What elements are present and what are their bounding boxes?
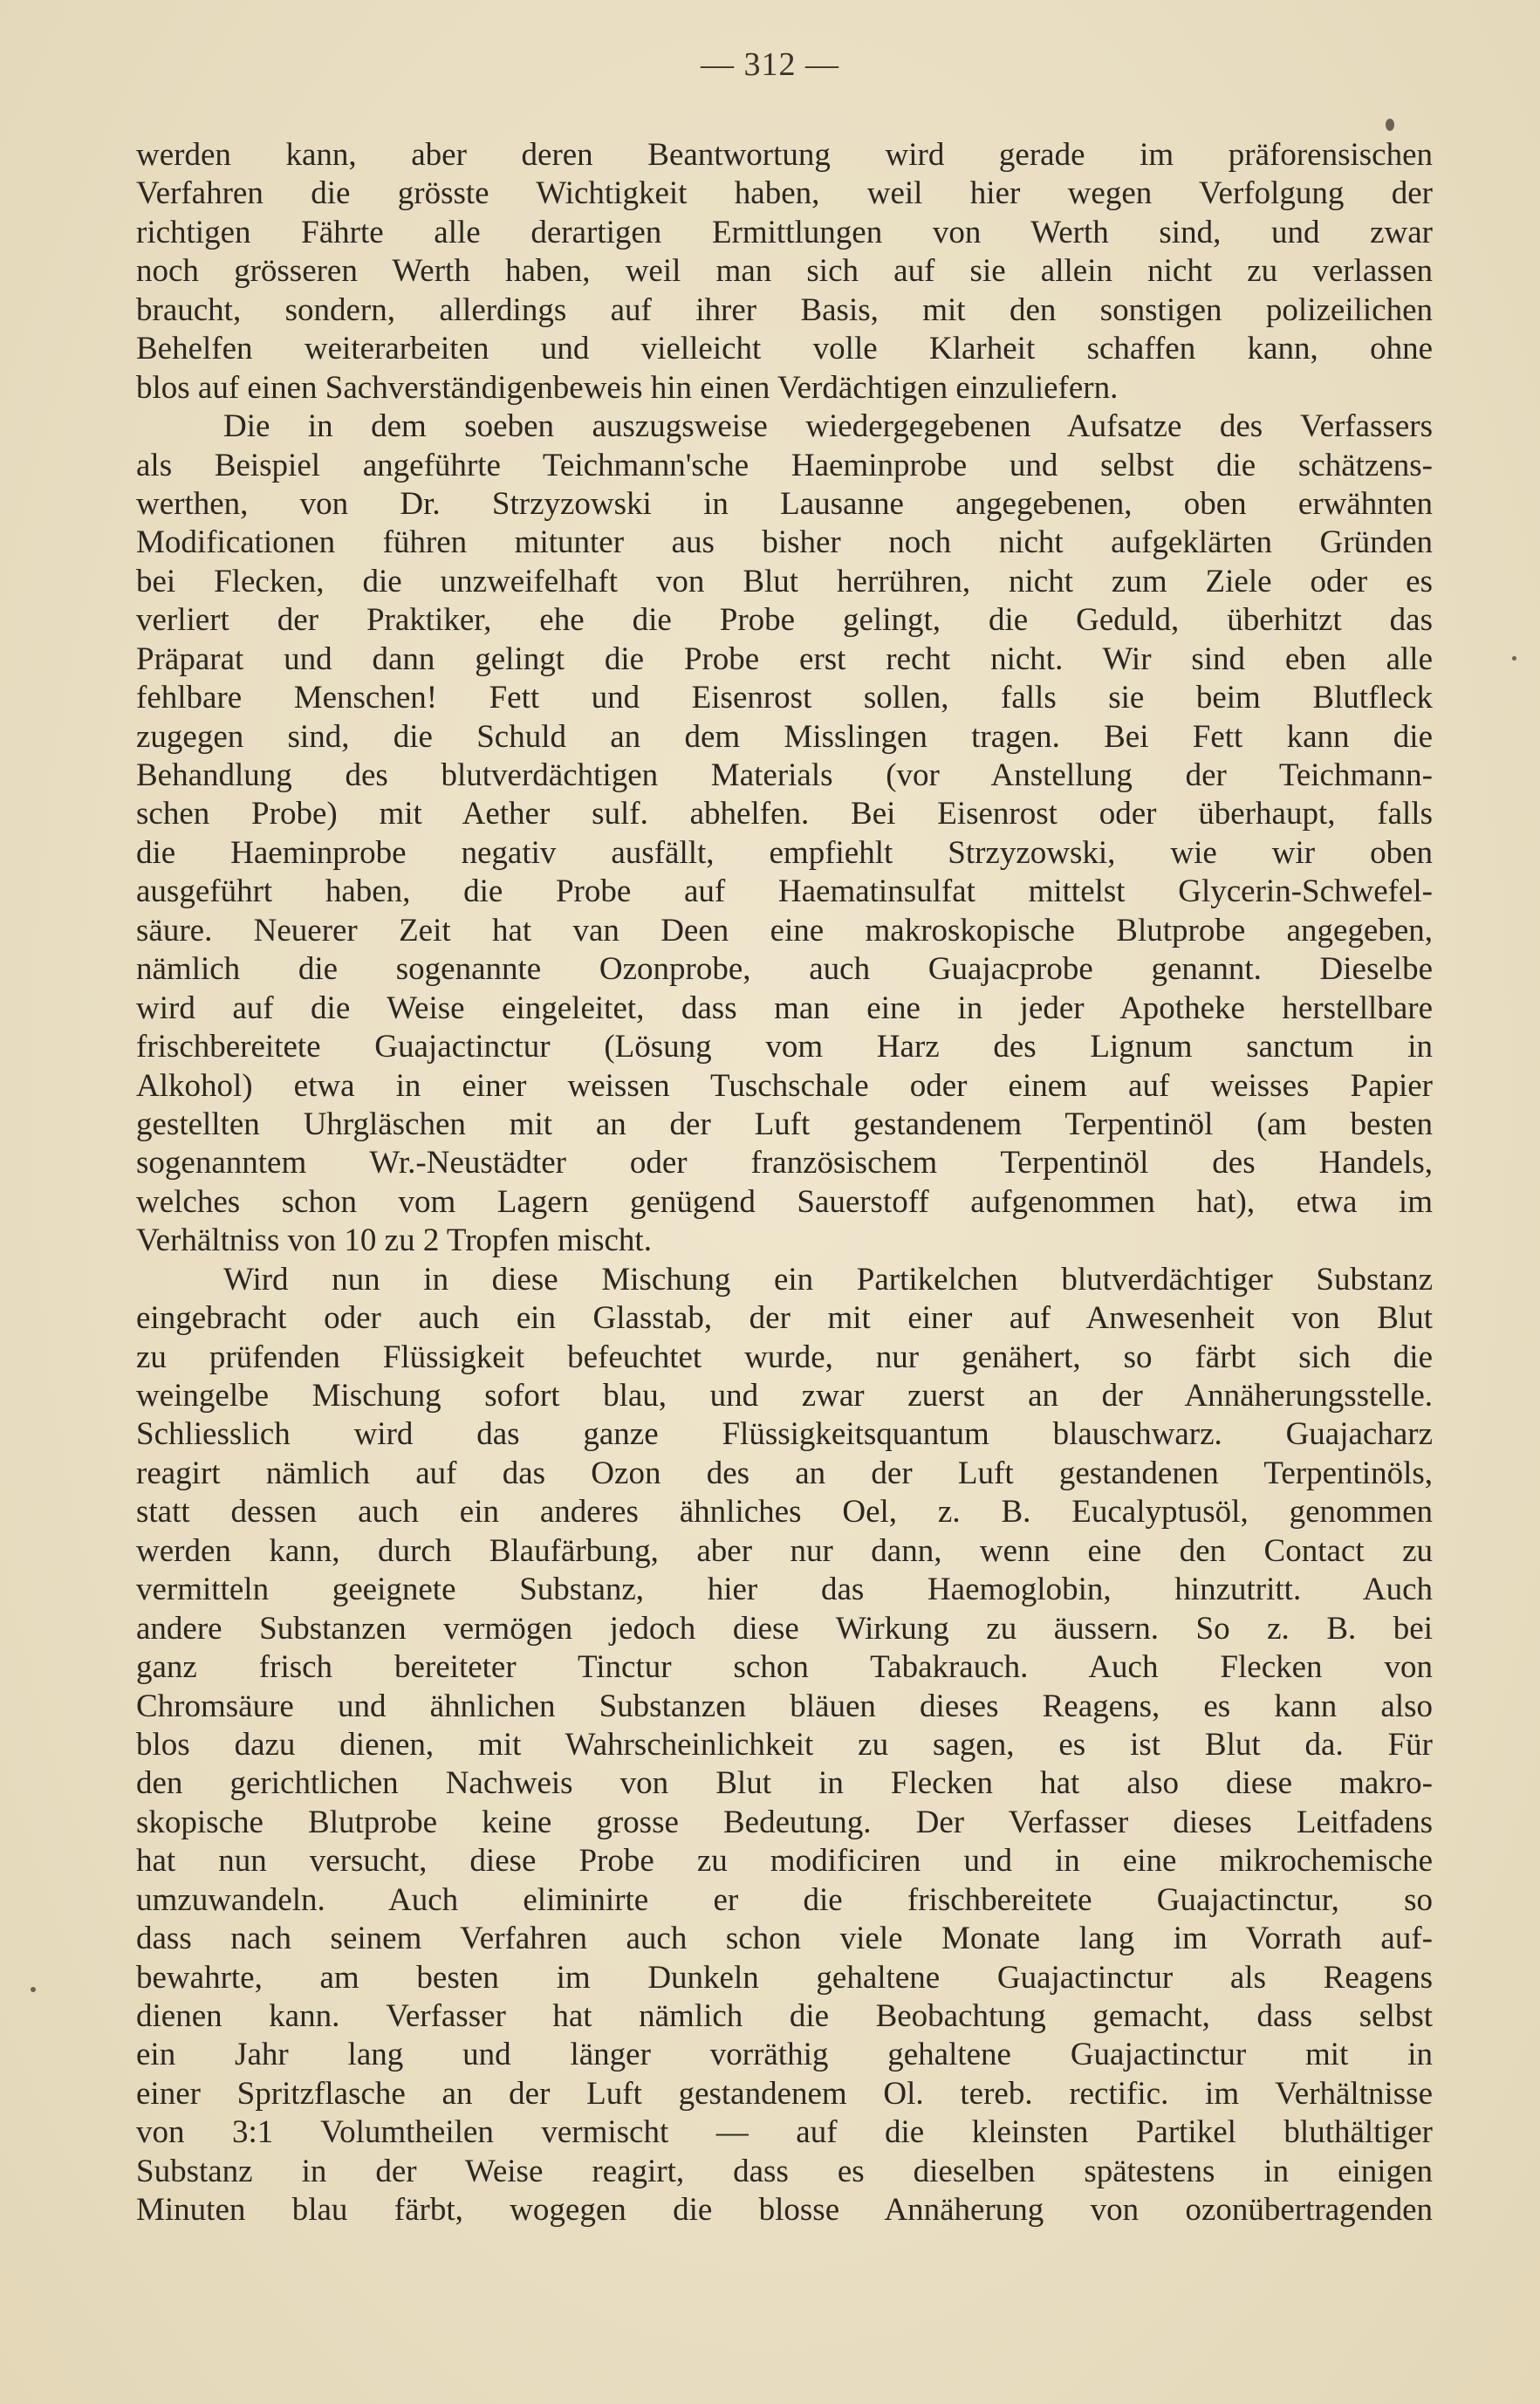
ink-speck (1512, 656, 1516, 661)
text-line: ausgeführt haben, die Probe auf Haematinsulfat mittelst Glycerin-Schwefel- (136, 873, 1433, 910)
text-line: ganz frisch bereiteter Tinctur schon Tabakrauch. Auch Flecken von (136, 1649, 1433, 1686)
body-text (136, 136, 1433, 2230)
text-line: statt dessen auch ein anderes ähnliches Oel, z. B. Eucalyptusöl, genommen (136, 1494, 1433, 1531)
text-line: einer Spritzflasche an der Luft gestandenem Ol. tereb. rectific. im Verhältnisse (136, 2075, 1433, 2112)
text-line: frischbereitete Guajactinctur (Lösung vom Harz des Lignum sanctum in (136, 1029, 1433, 1065)
text-line: braucht, sondern, allerdings auf ihrer Basis, mit den sonstigen polizeilichen (136, 291, 1433, 328)
text-line: säure. Neuerer Zeit hat van Deen eine makroskopische Blutprobe angegeben, (136, 912, 1433, 949)
text-line: skopische Blutprobe keine grosse Bedeutung. Der Verfasser dieses Leitfadens (136, 1804, 1433, 1840)
text-line: Minuten blau färbt, wogegen die blosse Annäherung von ozonübertragenden (136, 2192, 1433, 2229)
text-line: ein Jahr lang und länger vorräthig gehaltene Guajactinctur mit in (136, 2037, 1433, 2073)
text-line: werthen, von Dr. Strzyzowski in Lausanne angegebenen, oben erwähnten (136, 485, 1433, 522)
text-line: zu prüfenden Flüssigkeit befeuchtet wurde, nur genähert, so färbt sich die (136, 1339, 1433, 1375)
text-line: dass nach seinem Verfahren auch schon viele Monate lang im Vorrath auf- (136, 1921, 1433, 1957)
text-line: noch grösseren Werth haben, weil man sich auf sie allein nicht zu verlassen (136, 253, 1433, 290)
text-line: verliert der Praktiker, ehe die Probe gelingt, die Geduld, überhitzt das (136, 602, 1433, 639)
text-line: Alkohol) etwa in einer weissen Tuschschale oder einem auf weisses Papier (136, 1067, 1433, 1104)
text-line: hat nun versucht, diese Probe zu modificiren und in eine mikrochemische (136, 1843, 1433, 1880)
text-line: zugegen sind, die Schuld an dem Misslingen tragen. Bei Fett kann die (136, 718, 1433, 755)
text-line: richtigen Fährte alle derartigen Ermittlungen von Werth sind, und zwar (136, 214, 1433, 250)
text-line: Die in dem soeben auszugsweise wiedergegebenen Aufsatze des Verfassers (223, 408, 1433, 445)
text-line: Chromsäure und ähnlichen Substanzen bläuen dieses Reagens, es kann also (136, 1688, 1433, 1724)
text-line: werden kann, aber deren Beantwortung wird gerade im präforensischen (136, 137, 1433, 173)
text-line: andere Substanzen vermögen jedoch diese Wirkung zu äussern. So z. B. bei (136, 1610, 1433, 1647)
text-line: eingebracht oder auch ein Glasstab, der mit einer auf Anwesenheit von Blut (136, 1300, 1433, 1337)
text-line: Präparat und dann gelingt die Probe erst recht nicht. Wir sind eben alle (136, 640, 1433, 677)
text-line: vermitteln geeignete Substanz, hier das Haemoglobin, hinzutritt. Auch (136, 1572, 1433, 1608)
text-line: die Haeminprobe negativ ausfällt, empfiehlt Strzyzowski, wie wir oben (136, 834, 1433, 871)
text-line: weingelbe Mischung sofort blau, und zwar zuerst an der Annäherungsstelle. (136, 1378, 1433, 1414)
ink-speck (1386, 119, 1394, 131)
page-number: — 312 — (701, 46, 839, 83)
text-line: Verfahren die grösste Wichtigkeit haben, weil hier wegen Verfolgung der (136, 175, 1433, 212)
text-line: von 3:1 Volumtheilen vermischt — auf die kleinsten Partikel bluthältiger (136, 2114, 1433, 2151)
text-line: gestellten Uhrgläschen mit an der Luft gestandenem Terpentinöl (am besten (136, 1106, 1433, 1142)
text-line: Verhältniss von 10 zu 2 Tropfen mischt. (136, 1223, 652, 1259)
text-line: nämlich die sogenannte Ozonprobe, auch Guajacprobe genannt. Dieselbe (136, 951, 1433, 988)
text-line: fehlbare Menschen! Fett und Eisenrost sollen, falls sie beim Blutfleck (136, 680, 1433, 716)
text-line: den gerichtlichen Nachweis von Blut in Flecken hat also diese makro- (136, 1765, 1433, 1802)
text-line: werden kann, durch Blaufärbung, aber nur dann, wenn eine den Contact zu (136, 1532, 1433, 1569)
text-line: Substanz in der Weise reagirt, dass es dieselben spätestens in einigen (136, 2153, 1433, 2189)
text-line: bei Flecken, die unzweifelhaft von Blut herrühren, nicht zum Ziele oder es (136, 563, 1433, 599)
text-line: dienen kann. Verfasser hat nämlich die Beobachtung gemacht, dass selbst (136, 1998, 1433, 2034)
text-line: reagirt nämlich auf das Ozon des an der Luft gestandenen Terpentinöls, (136, 1455, 1433, 1491)
text-line: umzuwandeln. Auch eliminirte er die frischbereitete Guajactinctur, so (136, 1881, 1433, 1918)
text-line: wird auf die Weise eingeleitet, dass man eine in jeder Apotheke herstellbare (136, 990, 1433, 1026)
text-line: Behandlung des blutverdächtigen Materials (vor Anstellung der Teichmann- (136, 757, 1433, 793)
text-line: Behelfen weiterarbeiten und vielleicht volle Klarheit schaffen kann, ohne (136, 331, 1433, 367)
text-line: bewahrte, am besten im Dunkeln gehaltene Guajactinctur als Reagens (136, 1959, 1433, 1996)
text-line: blos auf einen Sachverständigenbeweis hin einen Verdächtigen einzuliefern. (136, 369, 1119, 406)
text-line: welches schon vom Lagern genügend Sauerstoff aufgenommen hat), etwa im (136, 1183, 1433, 1220)
text-line: blos dazu dienen, mit Wahrscheinlichkeit zu sagen, es ist Blut da. Für (136, 1726, 1433, 1763)
text-line: Modificationen führen mitunter aus bisher noch nicht aufgeklärten Gründen (136, 524, 1433, 561)
text-line: Wird nun in diese Mischung ein Partikelchen blutverdächtiger Substanz (223, 1261, 1433, 1298)
text-line: als Beispiel angeführte Teichmann'sche Haeminprobe und selbst die schätzens- (136, 447, 1433, 483)
text-line: Schliesslich wird das ganze Flüssigkeitsquantum blauschwarz. Guajacharz (136, 1416, 1433, 1453)
text-line: sogenanntem Wr.-Neustädter oder französischem Terpentinöl des Handels, (136, 1145, 1433, 1181)
ink-speck (31, 1987, 36, 1992)
text-line: schen Probe) mit Aether sulf. abhelfen. Bei Eisenrost oder überhaupt, falls (136, 796, 1433, 832)
